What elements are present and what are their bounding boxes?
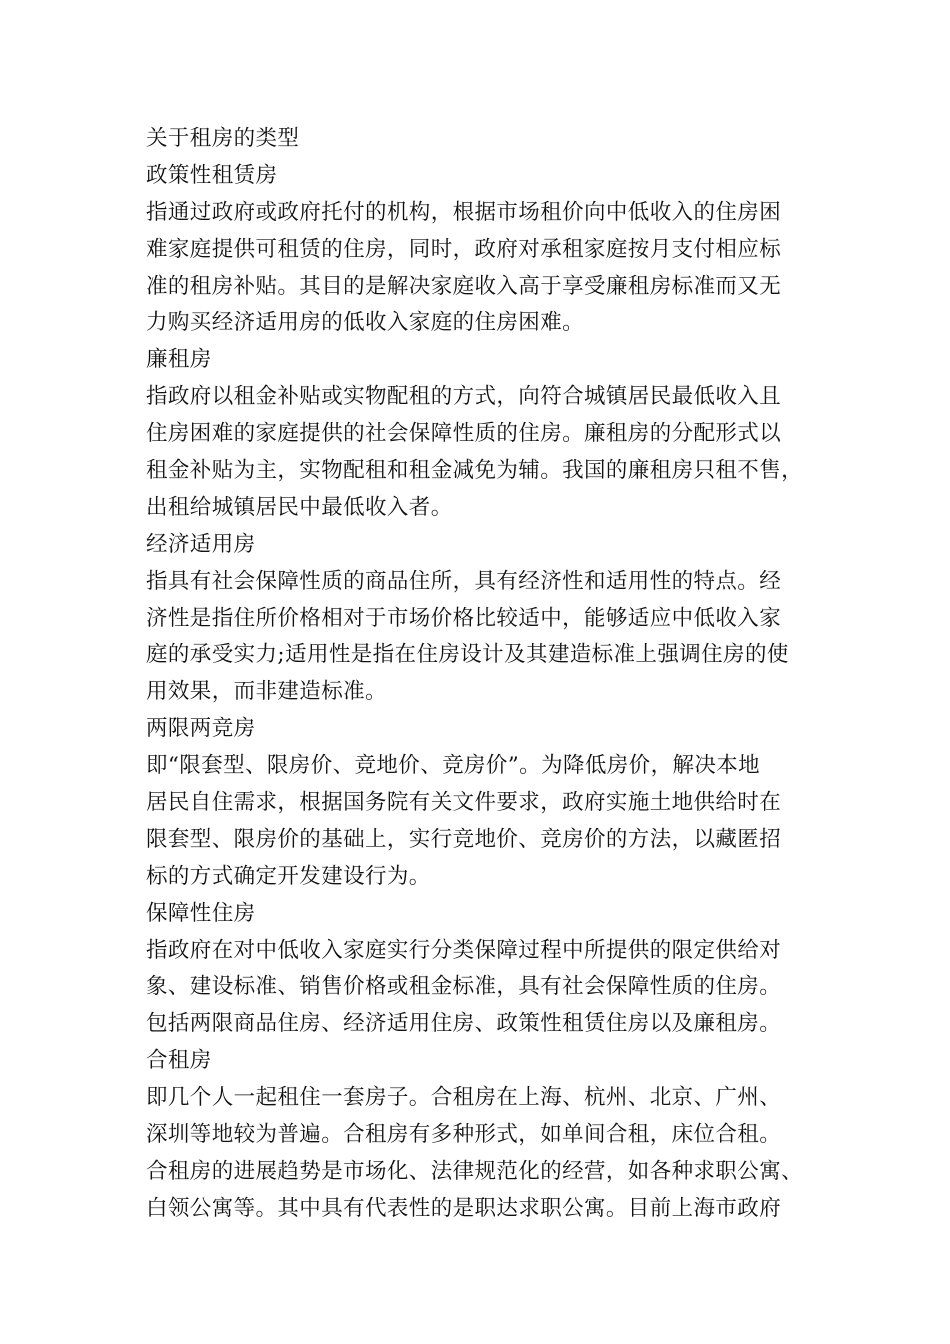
paragraph-line: 合租房的进展趋势是市场化、法律规范化的经营，如各种求职公寓、 — [146, 1158, 804, 1184]
paragraph-line: 住房困难的家庭提供的社会保障性质的住房。廉租房的分配形式以 — [146, 421, 782, 447]
paragraph-line: 居民自住需求，根据国务院有关文件要求，政府实施土地供给时在 — [146, 790, 782, 816]
section-heading: 保障性住房 — [146, 900, 256, 926]
paragraph-line: 限套型、限房价的基础上，实行竞地价、竞房价的方法，以藏匿招 — [146, 826, 782, 852]
section-heading: 廉租房 — [146, 347, 212, 373]
paragraph-line: 难家庭提供可租赁的住房，同时，政府对承租家庭按月支付相应标 — [146, 236, 782, 262]
paragraph-line: 标的方式确定开发建设行为。 — [146, 863, 431, 889]
paragraph-line: 出租给城镇居民中最低收入者。 — [146, 494, 453, 520]
paragraph-line: 深圳等地较为普遍。合租房有多种形式，如单间合租，床位合租。 — [146, 1122, 782, 1148]
section-heading: 政策性租赁房 — [146, 162, 278, 188]
paragraph-line: 力购买经济适用房的低收入家庭的住房困难。 — [146, 310, 585, 336]
section-heading: 两限两竞房 — [146, 716, 256, 742]
paragraph-line: 白领公寓等。其中具有代表性的是职达求职公寓。目前上海市政府 — [146, 1195, 782, 1221]
paragraph-line: 指通过政府或政府托付的机构，根据市场租价向中低收入的住房困 — [146, 199, 782, 225]
paragraph-line: 指具有社会保障性质的商品住所，具有经济性和适用性的特点。经 — [146, 568, 782, 594]
document-title: 关于租房的类型 — [146, 126, 300, 151]
paragraph-line: 指政府在对中低收入家庭实行分类保障过程中所提供的限定供给对 — [146, 937, 782, 963]
paragraph-line: 即几个人一起租住一套房子。合租房在上海、杭州、北京、广州、 — [146, 1085, 782, 1111]
paragraph-line: 准的租房补贴。其目的是解决家庭收入高于享受廉租房标准而又无 — [146, 273, 782, 299]
document-body — [146, 121, 826, 1228]
paragraph-line: 即“限套型、限房价、竞地价、竞房价”。为降低房价，解决本地 — [146, 753, 761, 779]
paragraph-line: 庭的承受实力;适用性是指在住房设计及其建造标准上强调住房的使 — [146, 642, 789, 668]
paragraph-line: 济性是指住所价格相对于市场价格比较适中，能够适应中低收入家 — [146, 605, 782, 631]
paragraph-line: 包括两限商品住房、经济适用住房、政策性租赁住房以及廉租房。 — [146, 1011, 782, 1037]
paragraph-line: 用效果，而非建造标准。 — [146, 679, 387, 705]
paragraph-line: 指政府以租金补贴或实物配租的方式，向符合城镇居民最低收入且 — [146, 384, 782, 410]
paragraph-line: 租金补贴为主，实物配租和租金减免为辅。我国的廉租房只租不售， — [146, 458, 804, 484]
paragraph-line: 象、建设标准、销售价格或租金标准，具有社会保障性质的住房。 — [146, 974, 782, 1000]
section-heading: 经济适用房 — [146, 531, 256, 557]
section-heading: 合租房 — [146, 1048, 212, 1074]
